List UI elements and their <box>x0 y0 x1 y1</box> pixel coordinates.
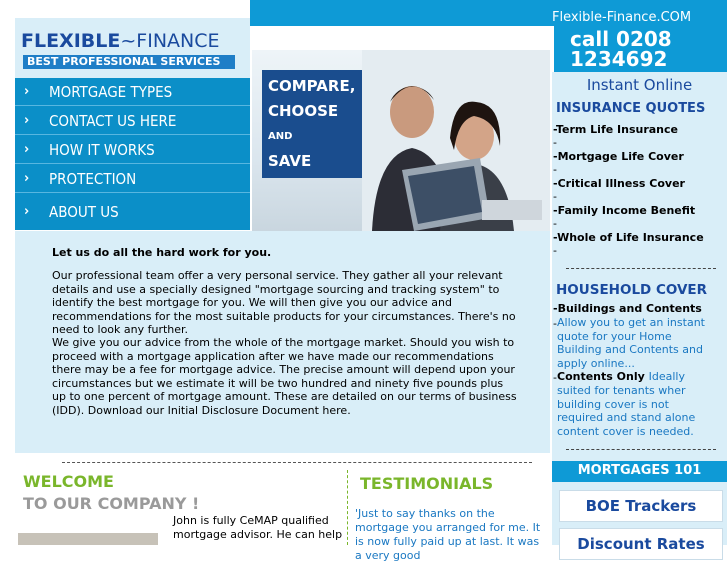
phone-number <box>554 26 727 72</box>
nav-item-label: PROTECTION <box>49 170 137 188</box>
insurance-item-label: Mortgage Life Cover <box>557 150 684 163</box>
logo[interactable] <box>21 30 220 52</box>
site-name: Flexible-Finance.COM <box>552 10 692 25</box>
separator <box>62 462 532 463</box>
chevron-right-icon: ›› <box>24 113 26 128</box>
insurance-item-label: Family Income Benefit <box>557 204 696 217</box>
insurance-item[interactable]: -Critical Illness Cover <box>553 177 685 190</box>
divider: - <box>553 190 557 203</box>
hero-line-3: SAVE <box>268 152 312 170</box>
instant-online-title: Instant Online <box>586 76 693 94</box>
mortgages-101-heading: MORTGAGES 101 <box>552 461 727 482</box>
logo-word-finance: FINANCE <box>136 30 220 52</box>
intro-paragraph-1: Our professional team offer a very personal service. They gather all your relevant details and use a specially designed "mortgage sourcing and tracking system" to identify the best mortgage for you. We will then give you our advice and recommendations for the most suitable products for your circumstances. There's no need to look any further. <box>52 269 516 337</box>
household-cover-heading: HOUSEHOLD COVER <box>556 282 708 298</box>
logo-tagline: BEST PROFESSIONAL SERVICES <box>23 55 235 69</box>
logo-tilde: ~ <box>120 30 137 52</box>
divider: - <box>553 244 557 257</box>
insurance-item-label: Critical Illness Cover <box>557 177 685 190</box>
divider: - <box>553 163 557 176</box>
discount-rates-button[interactable]: Discount Rates <box>559 528 723 560</box>
testimonial-quote: 'Just to say thanks on the mortgage you arranged for me. It is now fully paid up at last. It was a very good <box>355 507 541 562</box>
welcome-subtitle: TO OUR COMPANY ! <box>23 494 200 513</box>
chevron-right-icon: ›› <box>24 84 26 99</box>
insurance-item-label: Whole of Life Insurance <box>557 231 704 244</box>
hero-banner <box>252 50 550 231</box>
chevron-right-icon: ›› <box>24 204 26 219</box>
nav-item-mortgage-types[interactable] <box>15 78 250 106</box>
contents-only-desc: suited for tenants wher building cover is not required and stand alone content cover is needed. <box>557 384 696 438</box>
nav-item-how-it-works[interactable] <box>15 136 250 164</box>
insurance-item[interactable]: -Family Income Benefit <box>553 204 696 217</box>
nav-item-contact-us[interactable] <box>15 107 250 135</box>
contents-only-label: Contents Only <box>557 370 645 383</box>
insurance-quotes-heading: INSURANCE QUOTES <box>556 101 706 116</box>
insurance-item-label: Term Life Insurance <box>555 123 678 136</box>
logo-word-flexible: FLEXIBLE <box>21 30 121 52</box>
hero-line-2b: AND <box>268 131 293 142</box>
insurance-item[interactable]: -Whole of Life Insurance <box>553 231 704 244</box>
hero-slogan <box>262 70 362 178</box>
boe-trackers-button[interactable]: BOE Trackers <box>559 490 723 522</box>
couple-photo <box>362 50 550 231</box>
insurance-item[interactable]: -Mortgage Life Cover <box>553 150 684 163</box>
hero-line-1: COMPARE, <box>268 77 356 95</box>
intro-paragraph-2: We give you our advice from the whole of the mortgage market. Should you wish to proceed with a mortgage application after we have made our recommendations there may be a fee for mortgage advice. The precise amount will depend upon your circumstances but we estimate it will be two hundred and ninety five pounds plus up to one percent of mortgage amount. These are detailed on our terms of business (IDD). Download our Initial Disclosure Document here. <box>52 336 517 417</box>
phone-line-2: 1234692 <box>570 47 668 71</box>
contents-only-link[interactable] <box>557 370 685 384</box>
separator <box>566 449 716 450</box>
buildings-contents-label: Buildings and Contents <box>557 302 702 315</box>
insurance-item[interactable]: -Term Life Insurance <box>553 123 678 136</box>
chevron-right-icon: ›› <box>24 142 26 157</box>
nav-item-label: ABOUT US <box>49 203 119 221</box>
welcome-text: John is fully CeMAP qualified mortgage advisor. He can help <box>173 514 343 541</box>
testimonials-title: TESTIMONIALS <box>360 474 494 493</box>
nav-item-about-us[interactable] <box>15 194 250 230</box>
divider: - <box>553 317 557 330</box>
buildings-contents-desc: Allow you to get an instant quote for your Home Building and Contents and apply online... <box>557 316 705 370</box>
divider: - <box>553 371 557 384</box>
divider: - <box>553 217 557 230</box>
nav-item-label: MORTGAGE TYPES <box>49 83 173 101</box>
nav-item-protection[interactable] <box>15 165 250 193</box>
welcome-photo <box>18 533 158 545</box>
main-nav <box>15 78 250 230</box>
welcome-title: WELCOME <box>23 472 114 491</box>
contents-only-desc-start: Ideally <box>648 370 685 383</box>
nav-item-label: CONTACT US HERE <box>49 112 177 130</box>
separator <box>566 268 716 269</box>
divider: - <box>553 136 557 149</box>
chevron-right-icon: ›› <box>24 171 26 186</box>
intro-title: Let us do all the hard work for you. <box>52 246 272 259</box>
nav-item-label: HOW IT WORKS <box>49 141 155 159</box>
phone-line-1: call 0208 <box>570 27 672 51</box>
buildings-contents-link[interactable]: -Buildings and Contents <box>553 302 702 315</box>
hero-line-2: CHOOSE <box>268 102 339 120</box>
column-divider <box>347 470 348 545</box>
